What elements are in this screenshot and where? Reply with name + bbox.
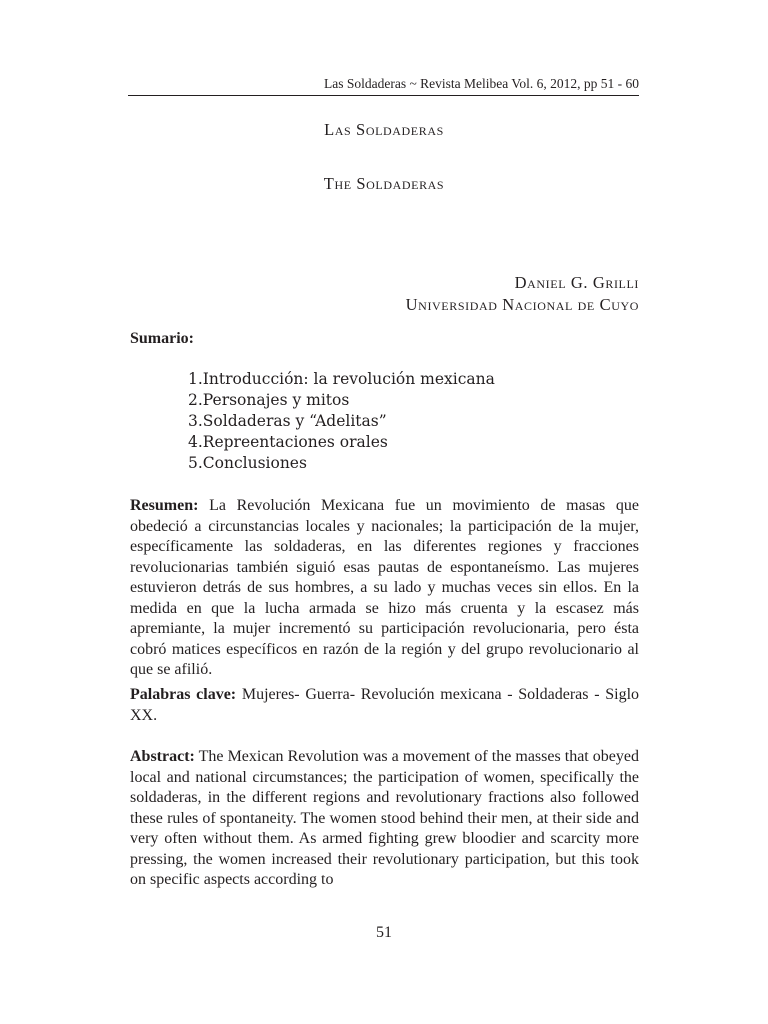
keywords-text: Mujeres- Guerra- Revolución mexicana - Soldaderas - Siglo XX. <box>130 686 640 724</box>
keywords-paragraph <box>130 685 639 726</box>
author-block <box>406 272 639 316</box>
resumen-paragraph <box>130 496 639 681</box>
summary-item: 4.Repreentaciones orales <box>188 433 388 451</box>
summary-item: 1.Introducción: la revolución mexicana <box>188 370 495 388</box>
abstract-label: Abstract: <box>130 748 195 765</box>
resumen-text: La Revolución Mexicana fue un movimiento de masas que obedeció a circunstancias locales y nacionales; la participación de la mujer, específicamente las soldaderas, en las diferentes regiones y fracciones revolucionarias también siguió esas pautas de espontaneísmo. Las mujeres estuvieron detrás de sus hombres, a su lado y muchas veces sin ellos. En la medida en que la lucha armada se hizo más cruenta y la escasez más apremiante, la mujer incrementó su participación revolucionaria, pero ésta cobró matices específicos en razón de la región y del grupo revolucionario al que se afilió. <box>130 497 640 678</box>
summary-item: 2.Personajes y mitos <box>188 391 350 409</box>
summary-item: 5.Conclusiones <box>188 454 307 472</box>
article-title-spanish: Las Soldaderas <box>324 120 444 139</box>
author-affiliation: Universidad Nacional de Cuyo <box>405 295 639 314</box>
summary-item: 3.Soldaderas y “Adelitas” <box>188 412 387 430</box>
summary-list <box>188 369 495 474</box>
resumen-label: Resumen: <box>130 497 199 514</box>
summary-heading: Sumario: <box>130 330 194 347</box>
abstract-text: The Mexican Revolution was a movement of the masses that obeyed local and national circumstances; the participation of women, specifically the soldaderas, in the different regions and revolutionary fractions also followed these rules of spontaneity. The women stood behind their men, at their side and very often without them. As armed fighting grew bloodier and scarcity more pressing, the women increased their revolutionary participation, but this took on specific aspects according to <box>130 748 639 888</box>
keywords-label: Palabras clave: <box>130 686 237 703</box>
author-name: Daniel G. Grilli <box>514 273 639 292</box>
page-number: 51 <box>376 924 392 941</box>
article-title-english: The Soldaderas <box>323 174 445 193</box>
abstract-paragraph <box>130 747 639 891</box>
running-header: Las Soldaderas ~ Revista Melibea Vol. 6, 2012, pp 51 - 60 <box>128 76 639 96</box>
